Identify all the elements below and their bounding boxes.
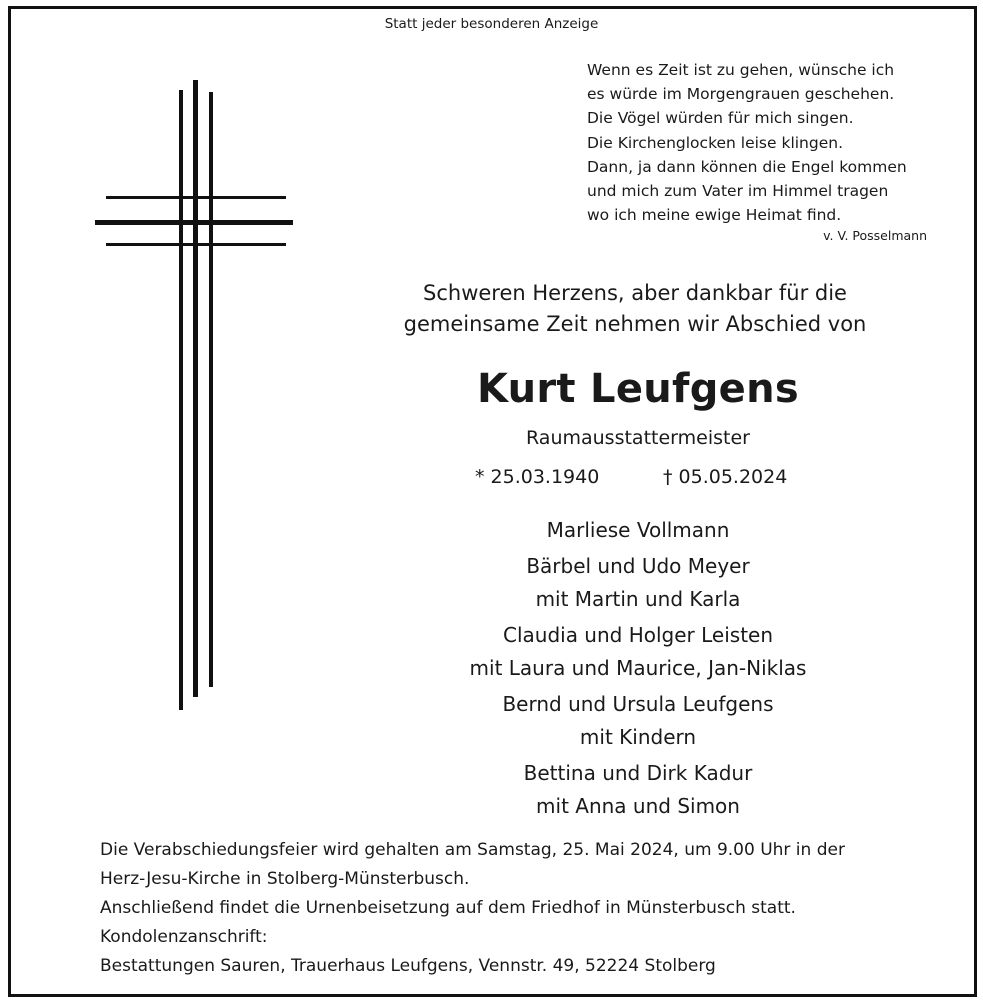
deceased-profession: Raumausstattermeister [526, 427, 750, 449]
mourner-line: Marliese Vollmann [546, 518, 730, 542]
footer-line: Die Verabschiedungsfeier wird gehalten am Samstag, 25. Mai 2024, um 9.00 Uhr in der [100, 840, 845, 860]
poem-line: Dann, ja dann können die Engel kommen [587, 157, 907, 176]
double-line-cross-icon [85, 80, 305, 710]
mourner-group [370, 550, 906, 616]
footer-line: Bestattungen Sauren, Trauerhaus Leufgens, Vennstr. 49, 52224 Stolberg [100, 956, 716, 976]
mourner-line: Claudia und Holger Leisten [502, 623, 774, 647]
footer-line: Herz-Jesu-Kirche in Stolberg-Münsterbusch. [100, 869, 470, 889]
mourner-group [370, 619, 906, 685]
mourner-group [370, 757, 906, 823]
footer-line: Anschließend findet die Urnenbeisetzung auf dem Friedhof in Münsterbusch statt. [100, 898, 796, 918]
mourner-line: mit Martin und Karla [535, 587, 741, 611]
notice-header: Statt jeder besonderen Anzeige [384, 16, 599, 32]
footer-line: Kondolenzanschrift: [100, 927, 268, 947]
mourner-line: mit Laura und Maurice, Jan-Niklas [469, 656, 807, 680]
mourner-line: Bettina und Dirk Kadur [523, 761, 753, 785]
poem-line: es würde im Morgengrauen geschehen. [587, 85, 895, 104]
mourner-group [370, 688, 906, 754]
poem-line: Die Vögel würden für mich singen. [587, 109, 854, 128]
death-date: † 05.05.2024 [663, 466, 788, 488]
poem-line: Die Kirchenglocken leise klingen. [587, 133, 843, 152]
intro-line: gemeinsame Zeit nehmen wir Abschied von [403, 312, 867, 336]
mourner-group [370, 514, 906, 547]
mourner-line: Bärbel und Udo Meyer [526, 554, 750, 578]
mourner-line: mit Anna und Simon [536, 794, 740, 818]
poem-author: v. V. Posselmann [823, 228, 927, 244]
mourners-list [370, 514, 906, 826]
poem-line: wo ich meine ewige Heimat find. [587, 206, 842, 225]
ceremony-details [100, 836, 960, 981]
intro-line: Schweren Herzens, aber dankbar für die [423, 281, 847, 305]
poem [587, 58, 927, 245]
intro-text [370, 278, 900, 340]
birth-date: * 25.03.1940 [475, 466, 600, 488]
mourner-line: mit Kindern [579, 725, 697, 749]
poem-line: Wenn es Zeit ist zu gehen, wünsche ich [587, 61, 895, 79]
deceased-name: Kurt Leufgens [477, 366, 799, 412]
poem-line: und mich zum Vater im Himmel tragen [587, 182, 889, 201]
mourner-line: Bernd und Ursula Leufgens [502, 692, 774, 716]
